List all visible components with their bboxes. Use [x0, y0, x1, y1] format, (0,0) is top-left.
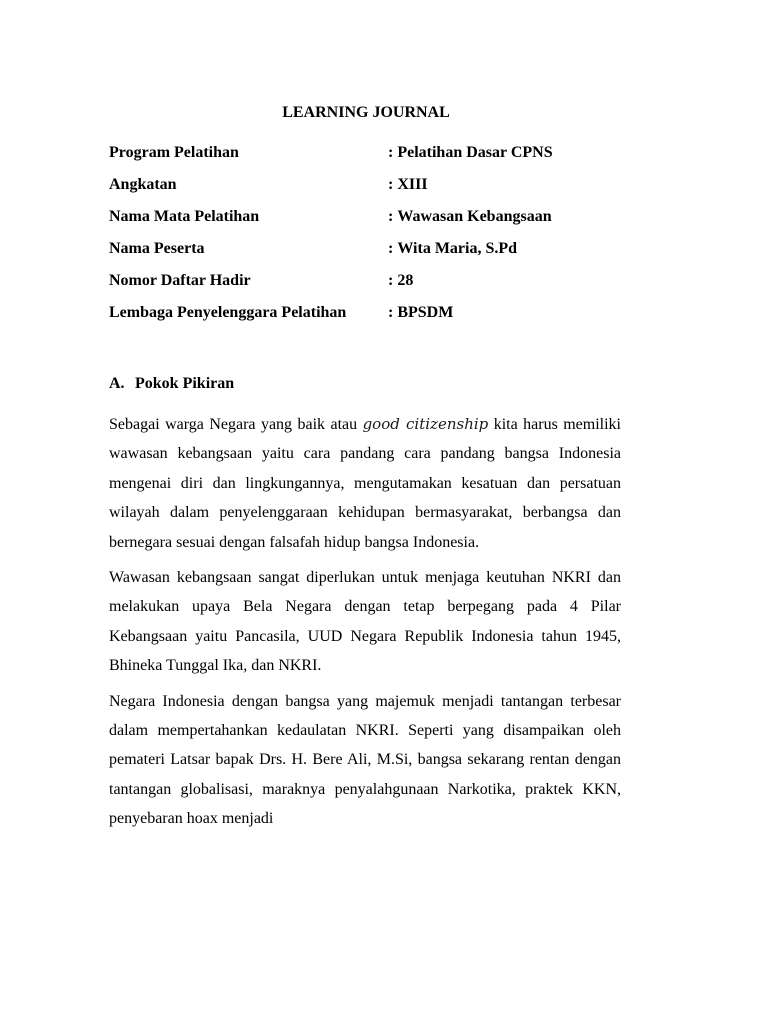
info-separator: :	[388, 240, 394, 257]
info-label: Program Pelatihan	[109, 144, 239, 161]
paragraph-text: Sebagai warga Negara yang baik atau	[109, 416, 363, 433]
paragraph: Negara Indonesia dengan bangsa yang majemuk menjadi tantangan terbesar dalam mempertahankan kedaulatan NKRI. Seperti yang disampaikan oleh pemateri Latsar bapak Drs. H. Bere Ali, M.Si, bangsa sekarang rentan dengan tantangan globalisasi, maraknya penyalahgunaan Narkotika, praktek KKN, penyebaran hoax menjadi	[109, 692, 621, 828]
info-label: Angkatan	[109, 176, 177, 193]
italic-term: good citizenship	[362, 415, 489, 433]
info-table	[109, 141, 629, 333]
info-separator: :	[388, 272, 394, 289]
info-label: Nomor Daftar Hadir	[109, 272, 251, 289]
info-separator: :	[388, 176, 394, 193]
info-value: XIII	[397, 176, 428, 193]
body-text	[109, 410, 621, 840]
info-row-lembaga	[109, 301, 629, 333]
info-row-program	[109, 141, 629, 173]
section-letter: A.	[109, 375, 125, 392]
paragraph-text: kita harus memiliki wawasan kebangsaan yaitu cara pandang cara pandang bangsa Indonesia mengenai diri dan lingkungannya, mengutamakan kesatuan dan persatuan wilayah dalam penyelenggaraan kehidupan bermasyarakat, berbangsa dan bernegara sesuai dengan falsafah hidup bangsa Indonesia.	[109, 416, 621, 551]
info-row-daftar-hadir	[109, 269, 629, 301]
info-value: Pelatihan Dasar CPNS	[397, 144, 553, 161]
info-row-angkatan	[109, 173, 629, 205]
paragraph: Wawasan kebangsaan sangat diperlukan untuk menjaga keutuhan NKRI dan melakukan upaya Bela Negara dengan tetap berpegang pada 4 Pilar Kebangsaan yaitu Pancasila, UUD Negara Republik Indonesia tahun 1945, Bhineka Tunggal Ika, dan NKRI.	[109, 569, 621, 675]
info-label: Nama Mata Pelatihan	[109, 208, 260, 225]
info-label: Lembaga Penyelenggara Pelatihan	[109, 304, 347, 321]
info-separator: :	[388, 208, 394, 225]
info-value: Wita Maria, S.Pd	[397, 240, 518, 257]
info-row-mata-pelatihan	[109, 205, 629, 237]
info-separator: :	[388, 304, 394, 321]
info-value: 28	[397, 272, 414, 289]
paragraph	[109, 410, 621, 557]
info-value: BPSDM	[397, 304, 454, 321]
info-label: Nama Peserta	[109, 240, 205, 257]
info-value: Wawasan Kebangsaan	[397, 208, 552, 225]
info-row-peserta	[109, 237, 629, 269]
document-title: LEARNING JOURNAL	[282, 104, 450, 121]
section-heading	[109, 372, 234, 396]
info-separator: :	[388, 144, 394, 161]
section-title: Pokok Pikiran	[135, 375, 235, 392]
